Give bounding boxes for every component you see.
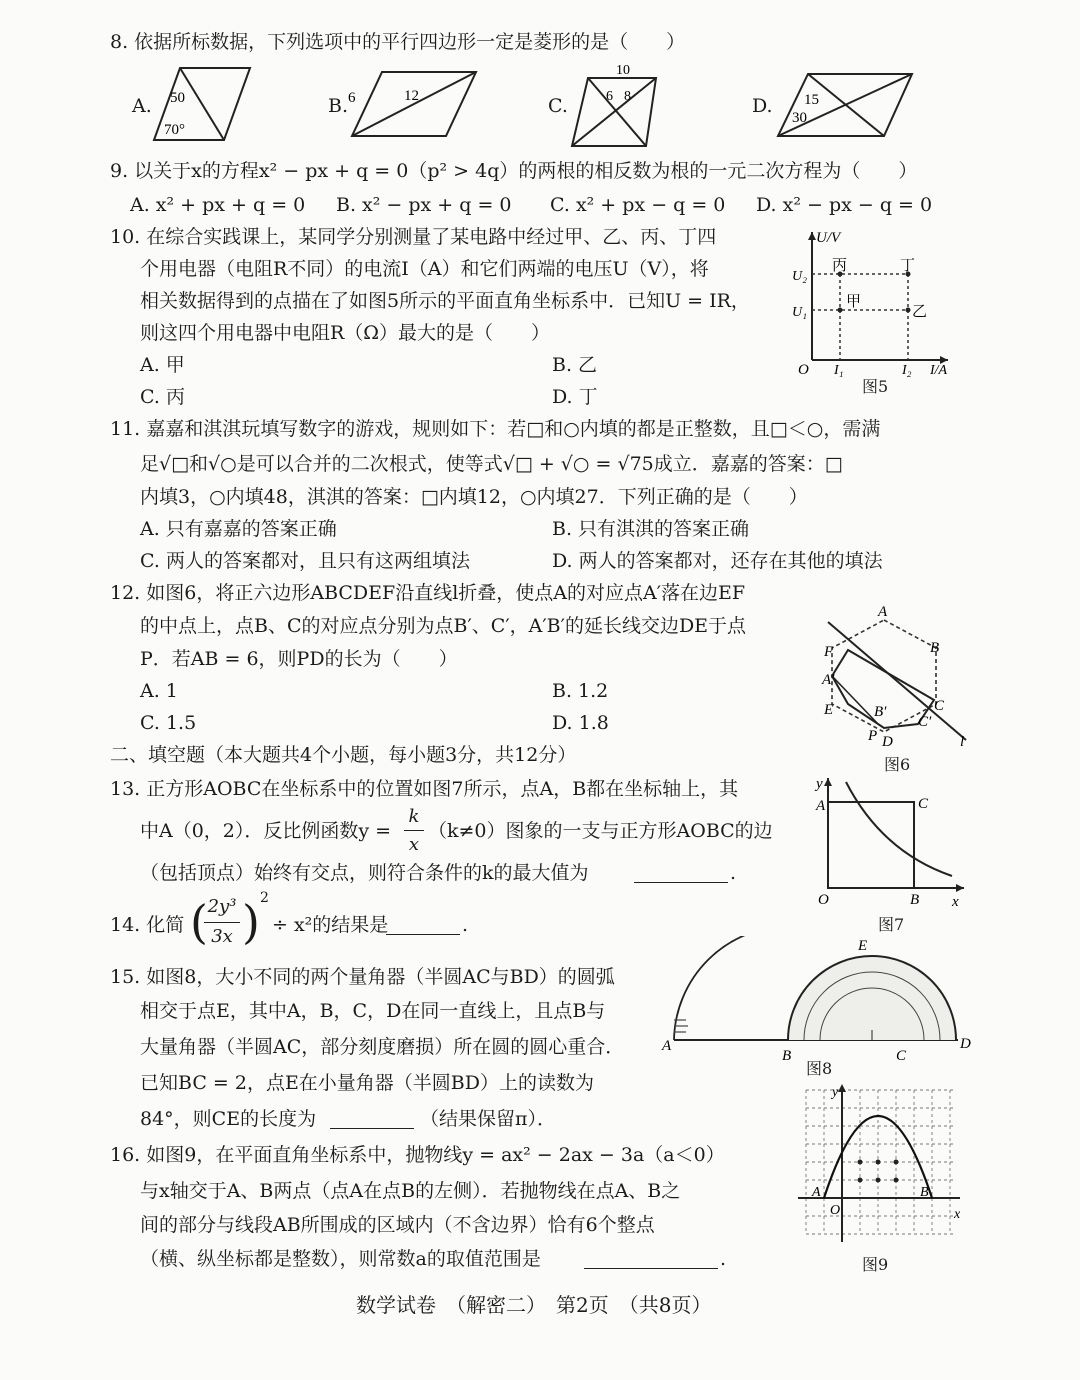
fig9-o: O bbox=[830, 1203, 841, 1218]
q8-a-angle-70: 70° bbox=[164, 122, 185, 138]
fig5-y-label: U/V bbox=[816, 230, 841, 246]
fig8-c: C bbox=[896, 1048, 907, 1064]
fig6-a-prime: A′ bbox=[822, 672, 835, 688]
q12-line-3: P．若AB = 6，则PD的长为（ ） bbox=[140, 648, 458, 670]
q14-answer-blank[interactable] bbox=[386, 916, 460, 935]
q14-frac-bar bbox=[204, 922, 240, 923]
fig9-b: B bbox=[920, 1185, 929, 1200]
q8-d-num-30: 30 bbox=[792, 110, 807, 126]
q14-lead: 14. 化简 bbox=[110, 914, 185, 936]
q14-num: 2y³ bbox=[207, 896, 237, 917]
q9-opt-b: B. x² − px + q = 0 bbox=[336, 194, 512, 216]
q13-line-1: 13. 正方形AOBC在坐标系中的位置如图7所示，点A，B都在坐标轴上，其 bbox=[110, 778, 739, 800]
fig6-b: B bbox=[930, 640, 940, 656]
q15-line-4: 已知BC = 2，点E在小量角器（半圆BD）上的读数为 bbox=[140, 1072, 595, 1094]
q8-c-side-10: 10 bbox=[616, 63, 630, 78]
q10-opt-d: D. 丁 bbox=[552, 386, 598, 408]
fig7-caption: 图7 bbox=[878, 915, 905, 934]
fig7-c: C bbox=[918, 796, 929, 812]
q8-stem: 8. 依据所标数据，下列选项中的平行四边形一定是菱形的是（ ） bbox=[110, 31, 686, 53]
q16-line-1: 16. 如图9，在平面直角坐标系中，抛物线y = ax² − 2ax − 3a（a＜0） bbox=[110, 1144, 725, 1166]
fig5-point-jia: 甲 bbox=[846, 294, 862, 310]
fig9-caption: 图9 bbox=[862, 1255, 889, 1274]
q12-line-1: 12. 如图6，将正六边形ABCDEF沿直线l折叠，使点A的对应点A′落在边EF bbox=[110, 582, 746, 604]
q15-answer-blank[interactable] bbox=[330, 1110, 414, 1129]
fig9-a: A bbox=[812, 1185, 821, 1200]
q8-a-angle-50: 50 bbox=[170, 90, 185, 106]
q8-label-b: B. bbox=[328, 95, 349, 117]
q8-label-a: A. bbox=[132, 95, 152, 117]
q8-figure-d bbox=[768, 68, 918, 143]
fig7-square-hyperbola bbox=[812, 772, 972, 912]
fig5-caption: 图5 bbox=[862, 377, 889, 396]
fig5-x-label: I/A bbox=[930, 363, 948, 378]
fig6-b-prime: B′ bbox=[874, 704, 887, 720]
q16-line-2: 与x轴交于A、B两点（点A在点B的左侧）．若抛物线在点A、B之 bbox=[140, 1180, 681, 1202]
fig5-i1: I₁ bbox=[834, 363, 844, 378]
q8-label-c: C. bbox=[548, 95, 568, 117]
fig9-x: x bbox=[954, 1207, 961, 1222]
fig8-e: E bbox=[858, 938, 868, 954]
q11-line-2: 足√□和√○是可以合并的二次根式，使等式√□ + √○ = √75成立．嘉嘉的答案：□ bbox=[140, 453, 843, 475]
q16-line-3: 间的部分与线段AB所围成的区域内（不含边界）恰有6个整点 bbox=[140, 1214, 655, 1236]
q14-tail: ÷ x²的结果是 bbox=[272, 914, 389, 936]
fig8-d: D bbox=[960, 1036, 971, 1052]
q12-opt-d: D. 1.8 bbox=[552, 712, 609, 734]
q12-opt-a: A. 1 bbox=[140, 680, 178, 702]
q10-opt-a: A. 甲 bbox=[140, 354, 185, 376]
fig6-caption: 图6 bbox=[884, 755, 911, 774]
fig6-p: P bbox=[868, 728, 878, 744]
fig5-i2: I₂ bbox=[902, 363, 912, 378]
q9-opt-c: C. x² + px − q = 0 bbox=[550, 194, 726, 216]
q13-frac-num: k bbox=[408, 806, 420, 827]
q15-last-b: （结果保留π）． bbox=[420, 1108, 556, 1130]
q8-b-side-6: 6 bbox=[348, 90, 356, 106]
q10-opt-b: B. 乙 bbox=[552, 354, 598, 376]
fig8-protractors bbox=[658, 936, 978, 1074]
q10-line-4: 则这四个用电器中电阻R（Ω）最大的是（ ） bbox=[140, 322, 551, 344]
q8-c-half-8: 8 bbox=[624, 89, 631, 104]
section2-heading: 二、填空题（本大题共4个小题，每小题3分，共12分） bbox=[110, 744, 577, 766]
q10-line-1: 10. 在综合实践课上，某同学分别测量了某电路中经过甲、乙、丙、丁四 bbox=[110, 226, 717, 248]
fig5-circuit-plot bbox=[788, 226, 958, 396]
fig8-b: B bbox=[782, 1048, 792, 1064]
q10-opt-c: C. 丙 bbox=[140, 386, 185, 408]
fig5-u1: U₁ bbox=[792, 305, 807, 320]
q10-line-2: 个用电器（电阻R不同）的电流I（A）和它们两端的电压U（V），将 bbox=[140, 258, 709, 280]
q13-line-2a: 中A（0，2）．反比例函数y = bbox=[140, 820, 392, 842]
q8-b-diag-12: 12 bbox=[404, 88, 419, 104]
q15-line-3: 大量角器（半圆AC，部分刻度磨损）所在圆的圆心重合． bbox=[140, 1036, 625, 1058]
q8-figure-a bbox=[148, 62, 258, 147]
q14-den: 3x bbox=[211, 926, 233, 947]
q13-answer-blank[interactable] bbox=[634, 864, 728, 883]
q11-opt-d: D. 两人的答案都对，还存在其他的填法 bbox=[552, 550, 883, 572]
q11-line-3: 内填3，○内填48，淇淇的答案：□内填12，○内填27．下列正确的是（ ） bbox=[140, 486, 808, 508]
fig6-a: A bbox=[878, 604, 888, 620]
q11-opt-b: B. 只有淇淇的答案正确 bbox=[552, 518, 750, 540]
fig9-y: y bbox=[832, 1085, 839, 1100]
q9-opt-a: A. x² + px + q = 0 bbox=[130, 194, 306, 216]
fig6-line-l: l bbox=[960, 734, 965, 750]
fig6-c-prime: C′ bbox=[918, 714, 932, 730]
fig6-hexagon-fold bbox=[818, 600, 978, 760]
fig7-o: O bbox=[818, 892, 829, 908]
q15-line-2: 相交于点E，其中A，B，C，D在同一直线上，且点B与 bbox=[140, 1000, 606, 1022]
q16-line-4: （横、纵坐标都是整数），则常数a的取值范围是 bbox=[140, 1248, 541, 1270]
q8-figure-c bbox=[566, 60, 666, 152]
q10-line-3: 相关数据得到的点描在了如图5所示的平面直角坐标系中．已知U = IR， bbox=[140, 290, 750, 312]
q14-exp: 2 bbox=[260, 890, 269, 906]
fig9-parabola-grid bbox=[796, 1080, 966, 1248]
q12-opt-b: B. 1.2 bbox=[552, 680, 609, 702]
fig5-origin: O bbox=[798, 362, 809, 378]
q11-opt-a: A. 只有嘉嘉的答案正确 bbox=[140, 518, 337, 540]
q13-frac-bar bbox=[404, 830, 424, 831]
q8-c-half-6: 6 bbox=[606, 89, 613, 104]
q13-line-3: （包括顶点）始终有交点，则符合条件的k的最大值为 bbox=[140, 862, 589, 884]
fig7-y: y bbox=[816, 776, 823, 792]
q12-opt-c: C. 1.5 bbox=[140, 712, 197, 734]
fig8-a: A bbox=[662, 1038, 672, 1054]
q8-d-num-15: 15 bbox=[804, 92, 819, 108]
fig7-a: A bbox=[816, 798, 826, 814]
fig6-c: C bbox=[934, 698, 945, 714]
q12-line-2: 的中点上，点B、C的对应点分别为点B′、C′，A′B′的延长线交边DE于点 bbox=[140, 615, 747, 637]
q13-line-2b: （k≠0）图象的一支与正方形AOBC的边 bbox=[428, 820, 773, 842]
fig5-u2: U₂ bbox=[792, 269, 807, 284]
fig7-x: x bbox=[952, 894, 959, 910]
fig6-e: E bbox=[824, 702, 834, 718]
q11-line-1: 11. 嘉嘉和淇淇玩填写数字的游戏，规则如下：若□和○内填的都是正整数，且□＜○，需满 bbox=[110, 418, 881, 440]
q8-label-d: D. bbox=[752, 95, 773, 117]
fig8-caption: 图8 bbox=[806, 1059, 833, 1078]
page-footer: 数学试卷 （解密二） 第2页 （共8页） bbox=[356, 1293, 712, 1317]
q8-figure-b bbox=[342, 66, 482, 141]
fig6-f: F bbox=[824, 644, 834, 660]
q16-answer-blank[interactable] bbox=[584, 1250, 718, 1269]
fig7-b: B bbox=[910, 892, 920, 908]
q15-last-a: 84°，则CE的长度为 bbox=[140, 1108, 317, 1130]
q9-stem: 9. 以关于x的方程x² − px + q = 0（p² > 4q）的两根的相反数为根的一元二次方程为（ ） bbox=[110, 160, 918, 182]
fig5-point-bing: 丙 bbox=[832, 258, 848, 274]
q11-opt-c: C. 两人的答案都对，且只有这两组填法 bbox=[140, 550, 470, 572]
q9-opt-d: D. x² − px − q = 0 bbox=[756, 194, 933, 216]
q15-line-1: 15. 如图8，大小不同的两个量角器（半圆AC与BD）的圆弧 bbox=[110, 966, 615, 988]
fig5-point-ding: 丁 bbox=[900, 258, 916, 274]
fig6-d: D bbox=[882, 734, 893, 750]
fig5-point-yi: 乙 bbox=[912, 304, 928, 320]
q13-frac-den: x bbox=[408, 834, 420, 855]
